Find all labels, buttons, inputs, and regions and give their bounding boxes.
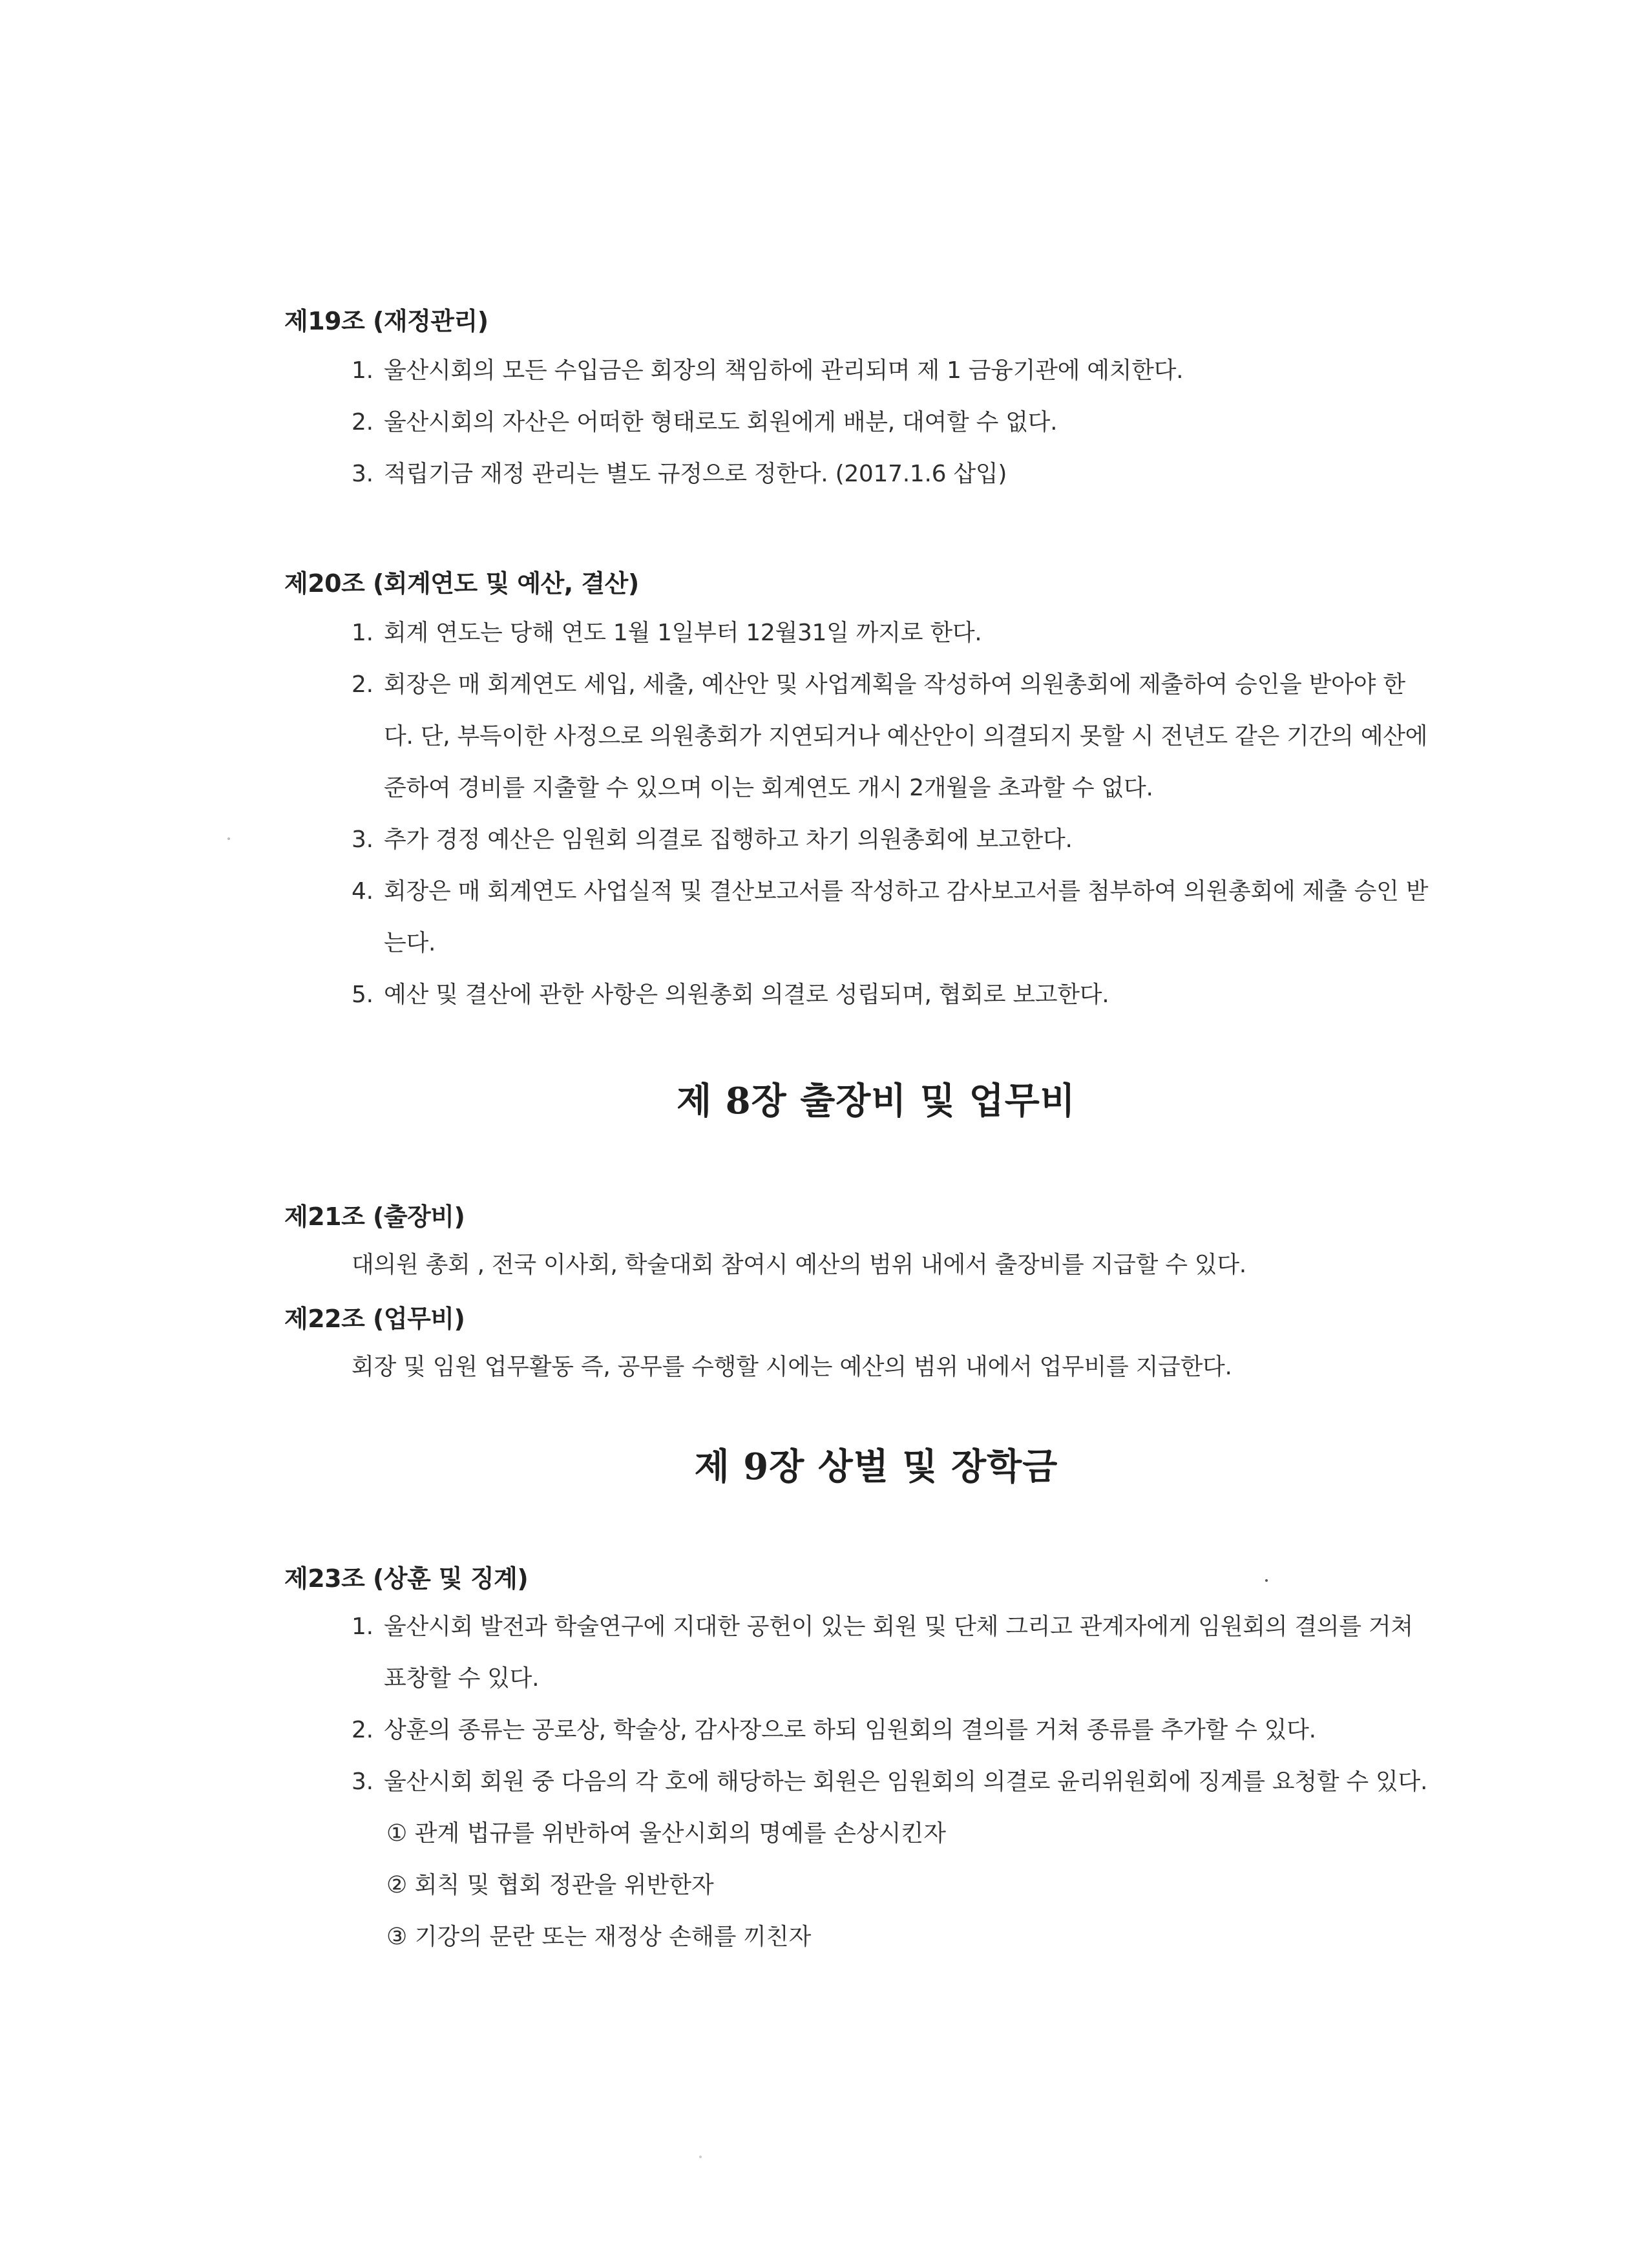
item-number: 4. bbox=[352, 878, 373, 905]
article-19-item-3 bbox=[352, 448, 1007, 500]
article-20-item-3 bbox=[352, 814, 1073, 866]
item-number: 2. bbox=[352, 1717, 373, 1743]
article-23-sub-item-1: ① 관계 법규를 위반하여 울산시회의 명예를 손상시킨자 bbox=[386, 1820, 947, 1847]
article-20-item-4-line-2: 는다. bbox=[384, 930, 436, 956]
item-number: 2. bbox=[352, 671, 373, 698]
article-19-item-1 bbox=[352, 345, 1183, 397]
scan-speck bbox=[699, 2156, 702, 2158]
article-20-item-5 bbox=[352, 969, 1109, 1021]
article-23-item-3 bbox=[352, 1756, 1427, 1808]
item-number: 1. bbox=[352, 620, 373, 646]
item-text: 회장은 매 회계연도 세입, 세출, 예산안 및 사업계획을 작성하여 의원총회에 제출하여 승인을 받아야 한 bbox=[384, 671, 1405, 698]
chapter-9-heading: 제 9장 상벌 및 장학금 bbox=[694, 1445, 1058, 1488]
article-22-text: 회장 및 임원 업무활동 즉, 공무를 수행할 시에는 예산의 범위 내에서 업무비를 지급한다. bbox=[352, 1354, 1232, 1380]
chapter-8-heading: 제 8장 출장비 및 업무비 bbox=[677, 1080, 1076, 1122]
item-text: 회장은 매 회계연도 사업실적 및 결산보고서를 작성하고 감사보고서를 첨부하여 의원총회에 제출 승인 받 bbox=[384, 878, 1429, 905]
item-text: 울산시회의 자산은 어떠한 형태로도 회원에게 배분, 대여할 수 없다. bbox=[384, 409, 1058, 436]
item-number: 3. bbox=[352, 1769, 373, 1795]
item-text: 추가 경정 예산은 임원회 의결로 집행하고 차기 의원총회에 보고한다. bbox=[384, 826, 1073, 853]
article-20-item-2-line-3: 준하여 경비를 지출할 수 있으며 이는 회계연도 개시 2개월을 초과할 수 없다. bbox=[384, 775, 1153, 801]
article-23-sub-item-2: ② 회칙 및 협회 정관을 위반한자 bbox=[386, 1872, 714, 1898]
item-number: 1. bbox=[352, 1613, 373, 1640]
article-23-item-1 bbox=[352, 1601, 1413, 1653]
article-23-title: 제23조 (상훈 및 징계) bbox=[284, 1564, 529, 1593]
item-number: 1. bbox=[352, 357, 373, 384]
article-20-item-1 bbox=[352, 607, 982, 659]
article-20-item-2-line-2: 다. 단, 부득이한 사정으로 의원총회가 지연되거나 예산안이 의결되지 못할 시 전년도 같은 기간의 예산에 bbox=[384, 723, 1428, 750]
article-23-sub-item-3: ③ 기강의 문란 또는 재정상 손해를 끼친자 bbox=[386, 1924, 812, 1950]
item-text: 울산시회 회원 중 다음의 각 호에 해당하는 회원은 임원회의 의결로 윤리위원회에 징계를 요청할 수 있다. bbox=[384, 1769, 1428, 1795]
article-23-item-2 bbox=[352, 1705, 1316, 1756]
article-19-item-2 bbox=[352, 397, 1057, 448]
item-text: 울산시회 발전과 학술연구에 지대한 공헌이 있는 회원 및 단체 그리고 관계자에게 임원회의 결의를 거쳐 bbox=[384, 1613, 1413, 1640]
article-19-title: 제19조 (재정관리) bbox=[284, 307, 488, 335]
item-text: 상훈의 종류는 공로상, 학술상, 감사장으로 하되 임원회의 결의를 거쳐 종류를 추가할 수 있다. bbox=[384, 1717, 1316, 1743]
item-number: 3. bbox=[352, 461, 373, 487]
item-text: 예산 및 결산에 관한 사항은 의원총회 의결로 성립되며, 협회로 보고한다. bbox=[384, 982, 1109, 1008]
item-number: 3. bbox=[352, 826, 373, 853]
article-20-item-4 bbox=[352, 866, 1428, 918]
article-23-item-1-line-2: 표창할 수 있다. bbox=[384, 1665, 540, 1692]
article-21-text: 대의원 총회 , 전국 이사회, 학술대회 참여시 예산의 범위 내에서 출장비를 지급할 수 있다. bbox=[352, 1252, 1246, 1278]
item-number: 5. bbox=[352, 982, 373, 1008]
scan-speck bbox=[227, 837, 230, 840]
item-text: 회계 연도는 당해 연도 1월 1일부터 12월31일 까지로 한다. bbox=[384, 620, 982, 646]
article-20-title: 제20조 (회계연도 및 예산, 결산) bbox=[284, 569, 639, 598]
article-22-title: 제22조 (업무비) bbox=[284, 1305, 465, 1333]
item-text: 울산시회의 모든 수입금은 회장의 책임하에 관리되며 제 1 금융기관에 예치한다. bbox=[384, 357, 1184, 384]
article-20-item-2 bbox=[352, 659, 1405, 711]
scan-speck bbox=[1265, 1579, 1268, 1582]
item-number: 2. bbox=[352, 409, 373, 436]
item-text: 적립기금 재정 관리는 별도 규정으로 정한다. (2017.1.6 삽입) bbox=[384, 461, 1007, 487]
article-21-title: 제21조 (출장비) bbox=[284, 1202, 465, 1231]
